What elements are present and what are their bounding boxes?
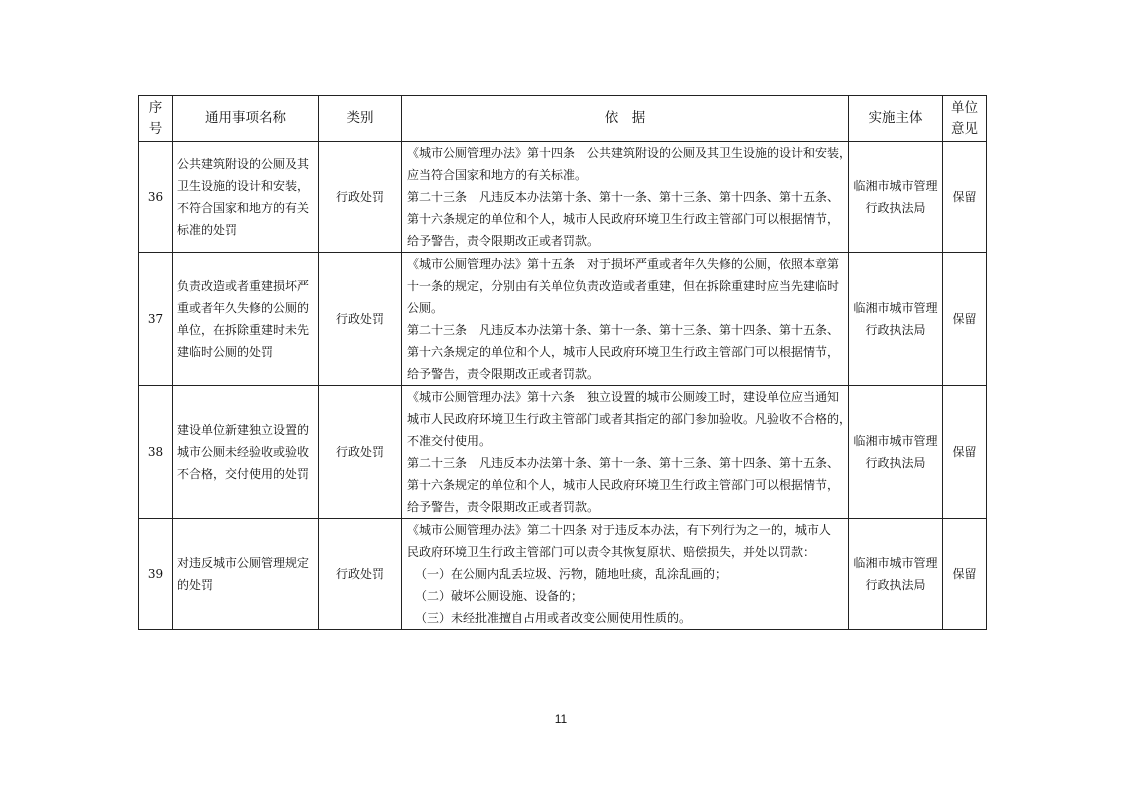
legal-basis-line: 《城市公厕管理办法》第十六条 独立设置的城市公厕竣工时，建设单位应当通知 [407, 390, 840, 404]
matter-name-line: 公共建筑附设的公厕及其 [177, 157, 310, 171]
category: 行政处罚 [319, 253, 402, 386]
unit-opinion: 保留 [943, 253, 987, 386]
matter-name-line: 不符合国家和地方的有关 [177, 201, 310, 215]
legal-basis [402, 386, 852, 519]
header-category: 类别 [319, 96, 402, 142]
legal-basis-line: 第二十三条 凡违反本办法第十条、第十一条、第十三条、第十四条、第十五条、 [407, 456, 840, 470]
legal-basis-line: 给予警告，责令限期改正或者罚款。 [407, 500, 600, 514]
unit-opinion: 保留 [943, 519, 987, 630]
matter-name-line: 负责改造或者重建损坏严 [177, 279, 310, 293]
matter-name-line: 单位，在拆除重建时未先 [177, 323, 310, 337]
legal-basis-line: （三）未经批准擅自占用或者改变公厕使用性质的。 [415, 611, 692, 625]
row-number: 37 [139, 253, 173, 386]
legal-basis [402, 253, 849, 386]
legal-basis-line: 给予警告，责令限期改正或者罚款。 [407, 234, 600, 248]
legal-basis-line: 第二十三条 凡违反本办法第十条、第十一条、第十三条、第十四条、第十五条、 [407, 190, 840, 204]
matter-name-line: 对违反城市公厕管理规定 [177, 556, 310, 570]
matter-name-line: 不合格，交付使用的处罚 [177, 467, 310, 481]
legal-basis-line: 《城市公厕管理办法》第二十四条 对于违反本办法，有下列行为之一的，城市人 [407, 523, 831, 537]
matter-name [173, 519, 319, 630]
legal-basis-line: 十一条的规定，分别由有关单位负责改造或者重建，但在拆除重建时应当先建临时 [407, 279, 840, 293]
table-row [139, 253, 987, 386]
legal-basis-line: 第十六条规定的单位和个人，城市人民政府环境卫生行政主管部门可以根据情节， [407, 212, 840, 226]
matter-name [173, 386, 319, 519]
matter-name-line: 建设单位新建独立设置的 [177, 423, 310, 437]
table-row [139, 142, 987, 253]
legal-basis-line: 不准交付使用。 [407, 434, 492, 448]
header-name: 通用事项名称 [173, 96, 319, 142]
table-header-row [139, 96, 987, 142]
category: 行政处罚 [319, 142, 402, 253]
header-no-line: 序 [148, 99, 163, 116]
header-opinion-line: 意见 [951, 120, 978, 137]
legal-basis-line: 《城市公厕管理办法》第十五条 对于损坏严重或者年久失修的公厕，依照本章第 [407, 257, 840, 271]
legal-basis-line: 第二十三条 凡违反本办法第十条、第十一条、第十三条、第十四条、第十五条、 [407, 323, 840, 337]
header-no [139, 96, 173, 142]
agency-line: 行政执法局 [865, 201, 926, 215]
category: 行政处罚 [319, 519, 402, 630]
row-number: 36 [139, 142, 173, 253]
header-opinion-line: 单位 [951, 99, 978, 116]
table-row [139, 386, 987, 519]
matter-name-line: 城市公厕未经验收或验收 [177, 445, 310, 459]
legal-basis [402, 519, 849, 630]
unit-opinion: 保留 [943, 386, 987, 519]
legal-basis-line: 城市人民政府环境卫生行政主管部门或者其指定的部门参加验收。凡验收不合格的， [407, 412, 852, 426]
legal-basis-line: 公厕。 [407, 301, 444, 315]
matter-name-line: 建临时公厕的处罚 [177, 345, 274, 359]
agency-line: 行政执法局 [865, 578, 926, 592]
agency-line: 临湘市城市管理 [853, 556, 938, 570]
legal-basis-line: 民政府环境卫生行政主管部门可以责令其恢复原状、赔偿损失，并处以罚款： [407, 545, 816, 559]
table-row [139, 519, 987, 630]
row-number: 39 [139, 519, 173, 630]
header-opinion [943, 96, 987, 142]
agency-line: 临湘市城市管理 [853, 179, 938, 193]
implementing-agency [849, 142, 943, 253]
implementing-agency [849, 386, 943, 519]
agency-line: 行政执法局 [865, 323, 926, 337]
legal-basis-line: 给予警告，责令限期改正或者罚款。 [407, 367, 600, 381]
header-no-line: 号 [148, 120, 163, 137]
category: 行政处罚 [319, 386, 402, 519]
page-number: 11 [554, 712, 568, 726]
legal-basis-line: 《城市公厕管理办法》第十四条 公共建筑附设的公厕及其卫生设施的设计和安装， [407, 146, 852, 160]
header-basis: 依 据 [402, 96, 849, 142]
matter-name [173, 142, 319, 253]
header-agency: 实施主体 [849, 96, 943, 142]
agency-line: 临湘市城市管理 [853, 434, 938, 448]
matter-name-line: 标准的处罚 [177, 223, 238, 237]
agency-line: 临湘市城市管理 [853, 301, 938, 315]
implementing-agency [849, 519, 943, 630]
matter-name-line: 重或者年久失修的公厕的 [177, 301, 310, 315]
matter-name-line: 的处罚 [177, 578, 214, 592]
agency-line: 行政执法局 [865, 456, 926, 470]
legal-basis-line: （二）破坏公厕设施、设备的； [415, 589, 584, 603]
matters-table [138, 95, 987, 630]
legal-basis-line: 应当符合国家和地方的有关标准。 [407, 168, 588, 182]
legal-basis-line: 第十六条规定的单位和个人，城市人民政府环境卫生行政主管部门可以根据情节， [407, 478, 840, 492]
legal-basis-line: 第十六条规定的单位和个人，城市人民政府环境卫生行政主管部门可以根据情节， [407, 345, 840, 359]
unit-opinion: 保留 [943, 142, 987, 253]
implementing-agency [849, 253, 943, 386]
matter-name [173, 253, 319, 386]
matter-name-line: 卫生设施的设计和安装， [177, 179, 310, 193]
legal-basis [402, 142, 852, 253]
legal-basis-line: （一）在公厕内乱丢垃圾、污物，随地吐痰，乱涂乱画的； [415, 567, 728, 581]
row-number: 38 [139, 386, 173, 519]
